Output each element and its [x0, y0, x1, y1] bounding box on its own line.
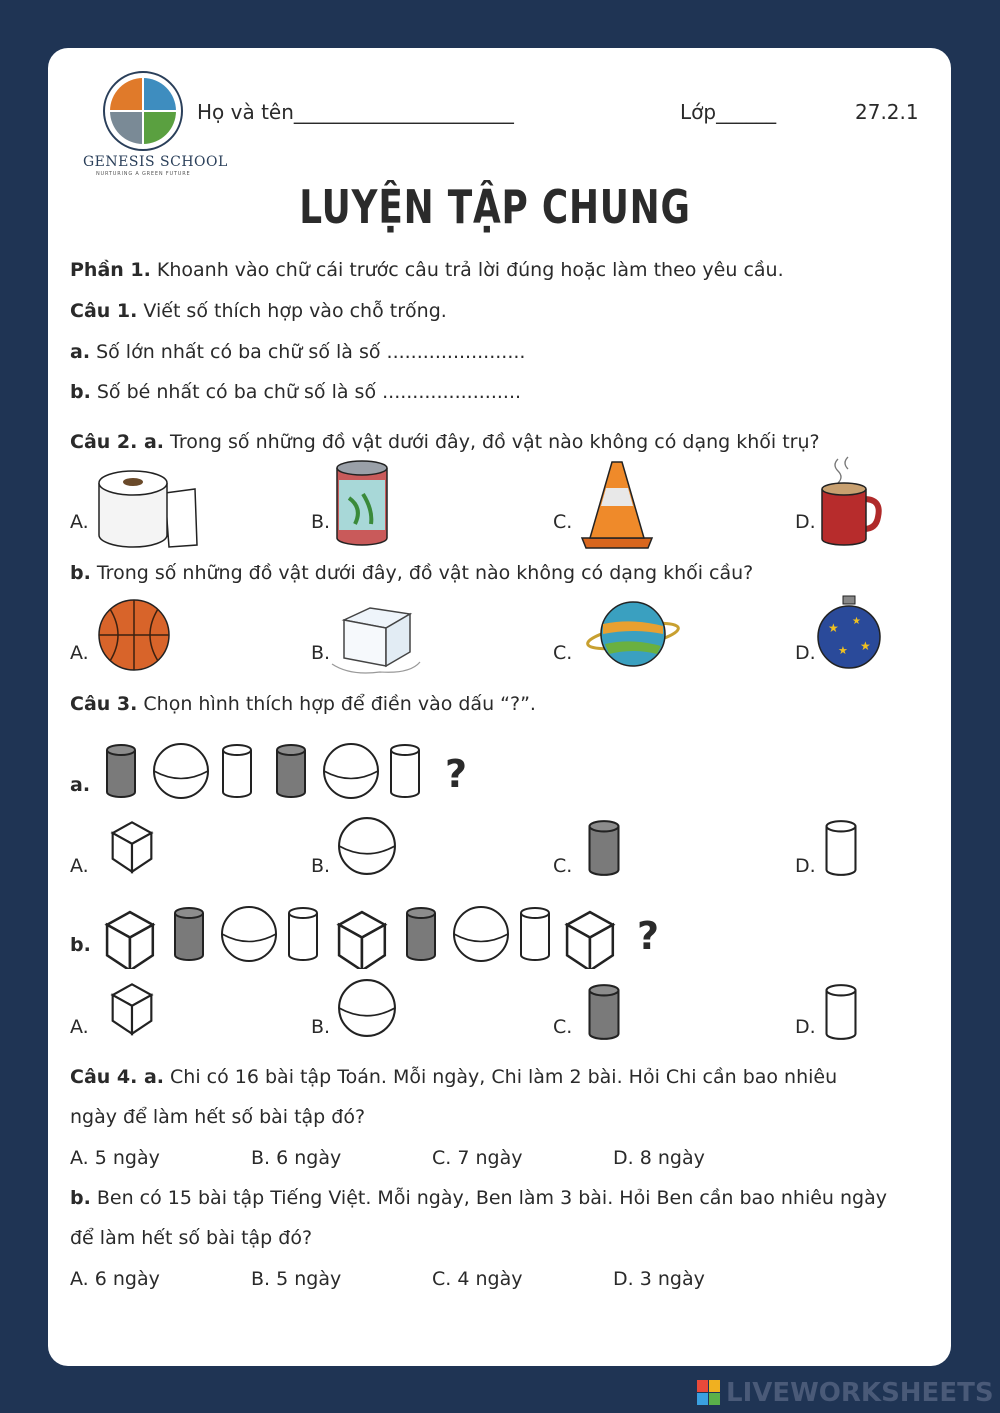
q2-label: Câu 2. a.: [70, 431, 164, 453]
q3a-option-b-letter[interactable]: B.: [311, 855, 331, 877]
q2b-option-a-letter[interactable]: A.: [70, 642, 89, 664]
q4b-heading: [70, 1186, 887, 1210]
q3b-option-d-letter[interactable]: D.: [795, 1016, 816, 1038]
school-name: GENESIS SCHOOL: [83, 154, 228, 170]
mug-icon[interactable]: [818, 455, 884, 547]
q4a-option-b[interactable]: B. 6 ngày: [251, 1147, 342, 1169]
q1b-line[interactable]: [70, 380, 521, 404]
liveworksheets-logo-icon: [697, 1380, 721, 1406]
svg-text:★: ★: [860, 639, 871, 653]
sphere-icon[interactable]: [337, 978, 397, 1038]
cylinder-light-icon[interactable]: [823, 818, 859, 878]
q1a-text: Số lớn nhất có ba chữ số là số .......................: [90, 341, 526, 363]
svg-text:★: ★: [828, 621, 839, 635]
q4b-text: Ben có 15 bài tập Tiếng Việt. Mỗi ngày, Ben làm 3 bài. Hỏi Ben cần bao nhiêu ngày: [90, 1187, 887, 1209]
cylinder-light-icon: [521, 908, 549, 960]
cylinder-dark-icon: [175, 908, 203, 960]
q3b-sequence: [102, 903, 622, 969]
sphere-icon: [222, 907, 276, 961]
q3b-option-a-letter[interactable]: A.: [70, 1016, 89, 1038]
q1-label: Câu 1.: [70, 300, 138, 322]
q2b-heading: [70, 561, 753, 585]
q2a-option-b-letter[interactable]: B.: [311, 511, 331, 533]
q4b-text-cont: để làm hết số bài tập đó?: [70, 1227, 313, 1249]
q3-label: Câu 3.: [70, 693, 138, 715]
q3b-option-b-letter[interactable]: B.: [311, 1016, 331, 1038]
svg-text:★: ★: [852, 616, 861, 627]
q3b-option-c-letter[interactable]: C.: [553, 1016, 573, 1038]
cylinder-light-icon[interactable]: [823, 982, 859, 1042]
q2b-text: Trong số những đồ vật dưới đây, đồ vật nào không có dạng khối cầu?: [90, 562, 754, 584]
q4b-label: b.: [70, 1187, 91, 1209]
q4b-option-c[interactable]: C. 4 ngày: [432, 1268, 523, 1290]
q4-label: Câu 4. a.: [70, 1066, 164, 1088]
q3-text: Chọn hình thích hợp để điền vào dấu “?”.: [137, 693, 536, 715]
svg-text:★: ★: [838, 644, 848, 657]
q1b-text: Số bé nhất có ba chữ số là số .......................: [90, 381, 522, 403]
q4b-option-a[interactable]: A. 6 ngày: [70, 1268, 160, 1290]
q3a-option-c-letter[interactable]: C.: [553, 855, 573, 877]
q4a-option-c[interactable]: C. 7 ngày: [432, 1147, 523, 1169]
q2a-heading: [70, 430, 820, 454]
q4b-option-b[interactable]: B. 5 ngày: [251, 1268, 342, 1290]
cube-icon: [339, 912, 385, 969]
cylinder-dark-icon: [277, 745, 305, 797]
traffic-cone-icon[interactable]: [578, 458, 656, 550]
cylinder-dark-icon[interactable]: [586, 818, 622, 878]
q1-text: Viết số thích hợp vào chỗ trống.: [137, 300, 447, 322]
sphere-icon: [324, 744, 378, 798]
q4a-option-a[interactable]: A. 5 ngày: [70, 1147, 160, 1169]
page-title: LUYỆN TẬP CHUNG: [299, 180, 691, 234]
q4a-heading: [70, 1065, 837, 1089]
q2a-option-c-letter[interactable]: C.: [553, 511, 573, 533]
cylinder-light-icon: [391, 745, 419, 797]
q3b-question-mark: ?: [637, 914, 660, 958]
school-tagline: NURTURING A GREEN FUTURE: [96, 171, 191, 177]
cylinder-light-icon: [289, 908, 317, 960]
toilet-paper-icon[interactable]: [95, 465, 201, 551]
q2b-label: b.: [70, 562, 91, 584]
planet-icon[interactable]: [585, 598, 681, 672]
q3a-option-a-letter[interactable]: A.: [70, 855, 89, 877]
part1-text: Khoanh vào chữ cái trước câu trả lời đúng hoặc làm theo yêu cầu.: [150, 259, 784, 281]
q1-heading: [70, 299, 447, 323]
sheet-code: 27.2.1: [855, 100, 919, 124]
q2b-option-b-letter[interactable]: B.: [311, 642, 331, 664]
cube-icon[interactable]: [104, 818, 160, 876]
q2a-option-d-letter[interactable]: D.: [795, 511, 816, 533]
cylinder-dark-icon: [107, 745, 135, 797]
q2b-option-d-letter[interactable]: D.: [795, 642, 816, 664]
q4a-option-d[interactable]: D. 8 ngày: [613, 1147, 705, 1169]
q1b-label: b.: [70, 381, 91, 403]
cylinder-dark-icon[interactable]: [586, 982, 622, 1042]
sphere-icon: [154, 744, 208, 798]
q2a-text: Trong số những đồ vật dưới đây, đồ vật nào không có dạng khối trụ?: [164, 431, 820, 453]
school-logo: [102, 70, 184, 152]
part1-label: Phần 1.: [70, 259, 151, 281]
cube-icon: [567, 912, 613, 969]
q4b-option-d[interactable]: D. 3 ngày: [613, 1268, 705, 1290]
cylinder-light-icon: [223, 745, 251, 797]
q3a-question-mark: ?: [445, 752, 468, 796]
q4a-text-cont: ngày để làm hết số bài tập đó?: [70, 1106, 366, 1128]
q2b-option-c-letter[interactable]: C.: [553, 642, 573, 664]
cube-icon: [107, 912, 153, 969]
christmas-ornament-icon[interactable]: [816, 592, 882, 674]
basketball-icon[interactable]: [96, 597, 172, 673]
q3a-sequence: [104, 740, 434, 802]
tin-can-icon[interactable]: [333, 458, 391, 548]
q3a-option-d-letter[interactable]: D.: [795, 855, 816, 877]
q3a-label: a.: [70, 774, 91, 796]
q4a-text: Chi có 16 bài tập Toán. Mỗi ngày, Chi làm 2 bài. Hỏi Chi cần bao nhiêu: [164, 1066, 838, 1088]
q1a-label: a.: [70, 341, 91, 363]
watermark-text: LIVEWORKSHEETS: [726, 1378, 994, 1408]
ice-cube-icon[interactable]: [330, 600, 422, 676]
name-field[interactable]: Họ và tên______________________: [197, 100, 514, 124]
part1-instruction: [70, 258, 784, 282]
q3-heading: [70, 692, 536, 716]
q1a-line[interactable]: [70, 340, 525, 364]
sphere-icon: [454, 907, 508, 961]
class-field[interactable]: Lớp______: [680, 100, 777, 124]
cylinder-dark-icon: [407, 908, 435, 960]
q2a-option-a-letter[interactable]: A.: [70, 511, 89, 533]
sphere-icon[interactable]: [337, 816, 397, 876]
q3b-label: b.: [70, 934, 91, 956]
cube-icon[interactable]: [104, 980, 160, 1038]
